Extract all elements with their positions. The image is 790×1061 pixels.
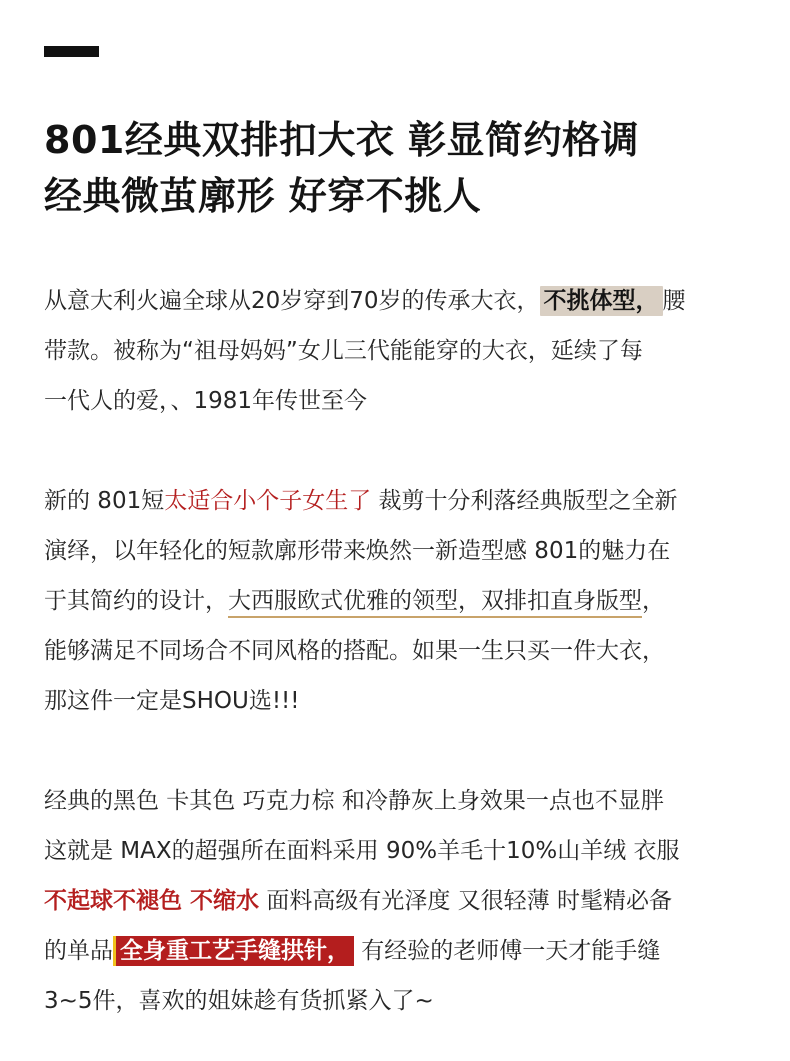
title-line-1: 801经典双排扣大衣 彰显简约格调 bbox=[44, 118, 640, 162]
paragraph-line: 演绎，以年轻化的短款廓形带来焕然一新造型感 801的魅力在 bbox=[44, 538, 671, 564]
paragraph-line: 能够满足不同场合不同风格的搭配。如果一生只买一件大衣， bbox=[44, 638, 665, 664]
text-segment: 面料高级有光泽度 又很轻薄 时髦精必备 bbox=[259, 888, 672, 914]
paragraph-line: 经典的黑色 卡其色 巧克力棕 和冷静灰上身效果一点也不显胖 bbox=[44, 788, 664, 814]
text-segment: 腰 bbox=[662, 288, 686, 314]
paragraph-line: 3~5件，喜欢的姐妹趁有货抓紧入了~ bbox=[44, 988, 434, 1014]
red-emphasis-petite: 太适合小个子女生了 bbox=[164, 488, 372, 514]
red-emphasis-no-pilling: 不起球不褪色 不缩水 bbox=[44, 888, 260, 914]
underlined-collar-phrase: 大西服欧式优雅的领型，双排扣直身版型 bbox=[228, 588, 642, 618]
paragraph-line: 带款。被称为“祖母妈妈”女儿三代能能穿的大衣，延续了每 bbox=[44, 338, 643, 364]
paragraph-line bbox=[44, 576, 754, 626]
text-segment: 于其简约的设计， bbox=[44, 588, 228, 614]
page-title bbox=[44, 112, 764, 224]
top-accent-bar bbox=[44, 46, 99, 57]
red-box-handcraft: 全身重工艺手缝拱针， bbox=[113, 936, 354, 966]
paragraph-new-801 bbox=[44, 476, 754, 726]
title-line-2: 经典微茧廓形 好穿不挑人 bbox=[44, 174, 482, 218]
paragraph-line bbox=[44, 276, 754, 326]
paragraph-line bbox=[44, 476, 754, 526]
text-segment: ， bbox=[642, 588, 665, 614]
text-segment: 的单品 bbox=[44, 938, 113, 964]
paragraph-fabric bbox=[44, 776, 754, 1026]
text-segment: 新的 801短 bbox=[44, 488, 165, 514]
text-segment: 裁剪十分利落经典版型之全新 bbox=[371, 488, 678, 514]
paragraph-line bbox=[44, 876, 754, 926]
paragraph-line: 那这件一定是SHOU选!!! bbox=[44, 688, 300, 714]
text-segment: 从意大利火遍全球从20岁穿到70岁的传承大衣， bbox=[44, 288, 540, 314]
paragraph-intro bbox=[44, 276, 754, 426]
highlight-no-body-type: 不挑体型， bbox=[540, 286, 663, 316]
paragraph-line: 这就是 MAX的超强所在面料采用 90%羊毛十10%山羊绒 衣服 bbox=[44, 838, 680, 864]
text-segment: 有经验的老师傅一天才能手缝 bbox=[354, 938, 661, 964]
paragraph-line: 一代人的爱，、1981年传世至今 bbox=[44, 388, 368, 414]
paragraph-line bbox=[44, 926, 754, 976]
